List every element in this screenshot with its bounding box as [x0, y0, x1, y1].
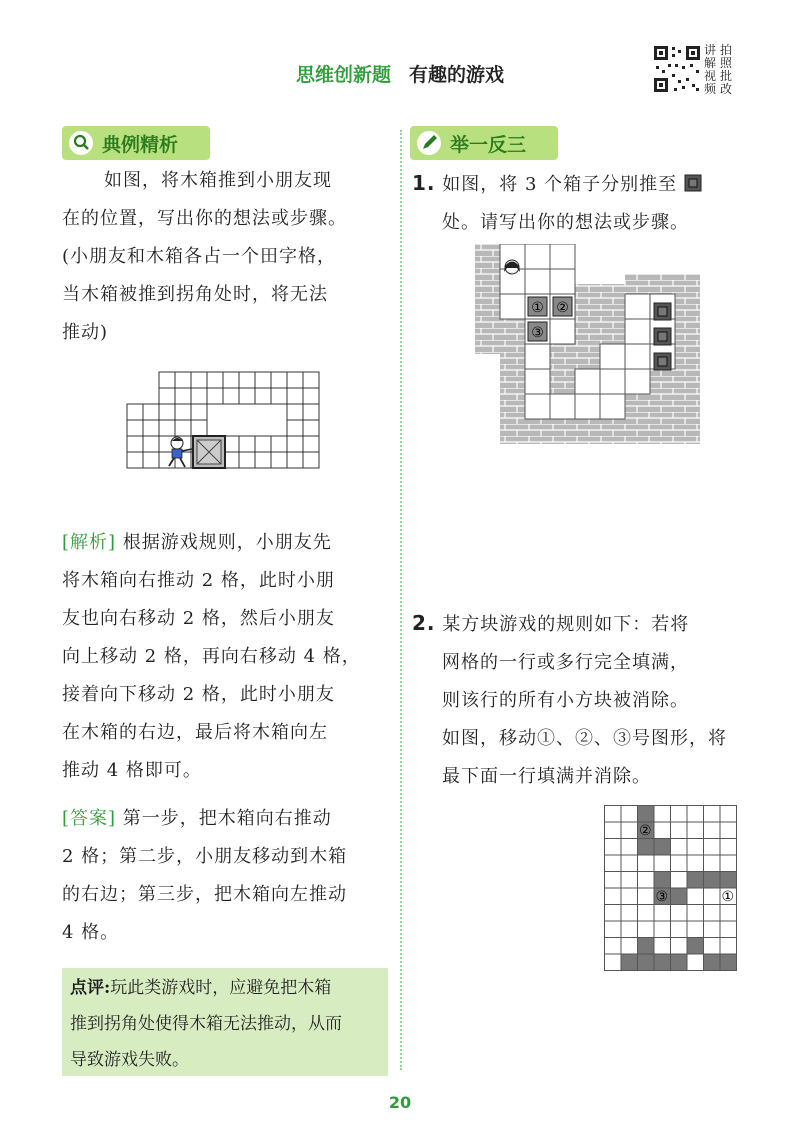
grid-cell [671, 921, 688, 938]
grid-cell [159, 372, 175, 388]
grid-cell [638, 921, 655, 938]
grid-cell [191, 388, 207, 404]
target-square [654, 303, 671, 320]
qr-code-icon[interactable] [652, 44, 702, 94]
box-number: ① [531, 300, 544, 316]
grid-cell [303, 452, 319, 468]
analysis-line: 根据游戏规则，小朋友先 [122, 532, 332, 553]
maze-cell [525, 369, 550, 394]
grid-cell [687, 921, 704, 938]
analysis-line: 在木箱的右边，最后将木箱向左 [62, 722, 328, 743]
answer-block [62, 800, 392, 952]
grid-cell [605, 921, 622, 938]
grid-cell [303, 420, 319, 436]
filled-block [687, 871, 704, 888]
comment-key: 点评: [70, 978, 111, 998]
analysis-line: 友也向右移动 2 格，然后小朋友 [62, 608, 335, 629]
grid-cell [720, 822, 737, 839]
grid-cell [621, 872, 638, 889]
comment-line: 玩此类游戏时，应避免把木箱 [110, 978, 332, 998]
problem-line: 当木箱被推到拐角处时，将无法 [62, 284, 328, 305]
grid-cell [127, 420, 143, 436]
question-1-line: 处。请写出你的想法或步骤。 [442, 212, 689, 233]
grid-cell [143, 452, 159, 468]
grid-cell [621, 855, 638, 872]
grid-cell [687, 905, 704, 922]
question-2-line: 最下面一行填满并消除。 [442, 766, 651, 787]
grid-cell [223, 388, 239, 404]
grid-cell [704, 839, 721, 856]
grid-cell [239, 372, 255, 388]
grid-cell [271, 452, 287, 468]
comment-line: 推到拐角处使得木箱无法推动，从而 [70, 1014, 342, 1034]
problem-line: 在的位置，写出你的想法或步骤。 [62, 208, 347, 229]
maze-cell [625, 369, 650, 394]
filled-block [654, 954, 671, 971]
grid-cell [271, 436, 287, 452]
problem-line: 如图，将木箱推到小朋友现 [104, 170, 332, 191]
analysis-line: 向上移动 2 格，再向右移动 4 格， [62, 646, 361, 667]
question-2-line: 某方块游戏的规则如下：若将 [442, 614, 690, 635]
grid-cell [303, 372, 319, 388]
analysis-label: [解析] [62, 532, 117, 553]
grid-cell [255, 436, 271, 452]
grid-cell [175, 388, 191, 404]
grid-cell [255, 388, 271, 404]
grid-cell [207, 372, 223, 388]
header-topic: 思维创新题 [295, 64, 391, 86]
question-1-number: 1. [412, 171, 436, 195]
question-2 [412, 604, 762, 796]
grid-cell [175, 372, 191, 388]
grid-cell [654, 921, 671, 938]
question-2-line: 如图，移动①、②、③号图形，将 [442, 728, 727, 749]
filled-block [670, 888, 687, 905]
qr-caption-col-2: 拍 照 批 改 [720, 43, 733, 96]
maze-cell [600, 344, 625, 369]
filled-block [654, 838, 671, 855]
column-divider [400, 130, 402, 1070]
filled-block [670, 954, 687, 971]
question-2-line: 则该行的所有小方块被消除。 [442, 690, 689, 711]
maze-cell [575, 394, 600, 419]
grid-cell [143, 404, 159, 420]
grid-cell [143, 436, 159, 452]
grid-cell [621, 921, 638, 938]
filled-block [687, 937, 704, 954]
grid-cell [621, 806, 638, 823]
grid-cell [654, 822, 671, 839]
header-title: 有趣的游戏 [409, 64, 505, 86]
filled-block [637, 838, 654, 855]
filled-block [720, 954, 737, 971]
filled-block [637, 954, 654, 971]
problem-line: 推动) [62, 322, 109, 343]
girl-figure [504, 260, 520, 274]
grid-cell [271, 372, 287, 388]
grid-cell [704, 806, 721, 823]
maze-cell [500, 294, 525, 319]
answer-line: 2 格；第二步，小朋友移动到木箱 [62, 846, 348, 867]
grid-cell [621, 839, 638, 856]
grid-cell [687, 806, 704, 823]
maze-cell [625, 294, 650, 319]
magnifier-icon [68, 130, 94, 156]
grid-cell [654, 905, 671, 922]
grid-cell [671, 905, 688, 922]
example-tag [62, 126, 210, 160]
grid-cell [605, 905, 622, 922]
crate-icon [193, 436, 225, 468]
filled-block [654, 871, 671, 888]
grid-cell [159, 404, 175, 420]
analysis-line: 推动 4 格即可。 [62, 760, 202, 781]
grid-cell [127, 404, 143, 420]
grid-cell [638, 888, 655, 905]
grid-cell [255, 452, 271, 468]
grid-cell [127, 452, 143, 468]
grid-cell [687, 888, 704, 905]
grid-cell [654, 938, 671, 955]
grid-cell [605, 855, 622, 872]
qr-caption [704, 44, 750, 96]
grid-cell [638, 855, 655, 872]
filled-block [703, 954, 720, 971]
grid-cell [638, 905, 655, 922]
grid-cell [159, 388, 175, 404]
grid-cell [671, 806, 688, 823]
grid-cell [671, 822, 688, 839]
grid-cell [191, 420, 207, 436]
target-square [654, 328, 671, 345]
grid-cell [704, 921, 721, 938]
grid-cell [654, 855, 671, 872]
practice-tag-label: 举一反三 [450, 133, 527, 156]
grid-cell [687, 954, 704, 971]
grid-cell [287, 404, 303, 420]
crate-grid-figure [125, 370, 325, 474]
comment-line: 导致游戏失败。 [70, 1050, 189, 1070]
shape-number: ① [721, 889, 735, 905]
maze-cell [525, 244, 550, 269]
grid-cell [687, 839, 704, 856]
grid-cell [720, 938, 737, 955]
filled-block [703, 871, 720, 888]
maze-cell [550, 244, 575, 269]
page-number: 20 [388, 1093, 412, 1112]
grid-cell [287, 372, 303, 388]
maze-cell [600, 369, 625, 394]
filled-block [637, 805, 654, 822]
grid-cell [127, 436, 143, 452]
answer-line: 的右边；第三步，把木箱向左推动 [62, 884, 347, 905]
grid-cell [175, 404, 191, 420]
grid-cell [223, 372, 239, 388]
target-square [654, 353, 671, 370]
grid-cell [239, 452, 255, 468]
grid-cell [638, 872, 655, 889]
filled-block [720, 871, 737, 888]
grid-cell [704, 855, 721, 872]
answer-line: 4 格。 [62, 922, 120, 943]
grid-cell [621, 822, 638, 839]
analysis-block [62, 524, 392, 790]
question-2-number: 2. [412, 611, 436, 635]
grid-cell [287, 388, 303, 404]
grid-cell [239, 436, 255, 452]
filled-block [637, 937, 654, 954]
grid-cell [621, 888, 638, 905]
grid-cell [720, 855, 737, 872]
grid-cell [255, 372, 271, 388]
grid-cell [605, 938, 622, 955]
grid-cell [605, 822, 622, 839]
grid-cell [207, 388, 223, 404]
grid-cell [704, 938, 721, 955]
grid-cell [720, 921, 737, 938]
grid-cell [605, 872, 622, 889]
maze-cell [575, 369, 600, 394]
grid-cell [287, 420, 303, 436]
box-number: ③ [531, 325, 544, 341]
grid-cell [605, 806, 622, 823]
block-game-grid [604, 805, 740, 975]
analysis-line: 将木箱向右推动 2 格，此时小朋 [62, 570, 335, 591]
maze-cell [525, 344, 550, 369]
shape-number: ② [638, 823, 652, 839]
grid-cell [271, 388, 287, 404]
example-problem [62, 162, 392, 352]
grid-cell [687, 855, 704, 872]
answer-line: 第一步，把木箱向右推动 [122, 808, 332, 829]
grid-cell [720, 806, 737, 823]
grid-cell [671, 938, 688, 955]
question-1 [412, 164, 752, 242]
maze-cell [550, 394, 575, 419]
grid-cell [720, 905, 737, 922]
grid-cell [671, 855, 688, 872]
grid-cell [720, 839, 737, 856]
practice-tag [410, 126, 558, 160]
pencil-icon [416, 130, 442, 156]
maze-cell [525, 394, 550, 419]
grid-cell [303, 404, 319, 420]
grid-cell [287, 436, 303, 452]
grid-cell [175, 420, 191, 436]
maze-cell [625, 344, 650, 369]
maze-cell [600, 394, 625, 419]
grid-cell [303, 436, 319, 452]
box-push-maze [475, 244, 700, 444]
box-number: ② [556, 300, 569, 316]
analysis-line: 接着向下移动 2 格，此时小朋友 [62, 684, 335, 705]
grid-cell [687, 822, 704, 839]
grid-cell [239, 388, 255, 404]
example-tag-label: 典例精析 [102, 133, 179, 156]
grid-cell [287, 452, 303, 468]
question-2-line: 网格的一行或多行完全填满， [442, 652, 689, 673]
grid-cell [621, 905, 638, 922]
grid-cell [704, 905, 721, 922]
maze-cell [550, 269, 575, 294]
target-square-icon [684, 174, 702, 192]
grid-cell [605, 839, 622, 856]
maze-cell [525, 269, 550, 294]
grid-cell [191, 372, 207, 388]
grid-cell [303, 388, 319, 404]
grid-cell [159, 420, 175, 436]
answer-label: [答案] [62, 808, 117, 829]
maze-cell [550, 319, 575, 344]
grid-cell [654, 806, 671, 823]
grid-cell [191, 404, 207, 420]
comment-box [62, 968, 388, 1076]
problem-line: (小朋友和木箱各占一个田字格， [62, 246, 337, 267]
grid-cell [621, 938, 638, 955]
question-1-line: 如图，将 3 个箱子分别推至 [442, 174, 678, 195]
shape-number: ③ [655, 889, 669, 905]
maze-cell [625, 319, 650, 344]
grid-cell [605, 888, 622, 905]
grid-cell [704, 888, 721, 905]
grid-cell [671, 872, 688, 889]
grid-cell [605, 954, 622, 971]
grid-cell [704, 822, 721, 839]
qr-caption-col-1: 讲 解 视 频 [704, 43, 717, 96]
grid-cell [671, 839, 688, 856]
filled-block [621, 954, 638, 971]
grid-cell [143, 420, 159, 436]
